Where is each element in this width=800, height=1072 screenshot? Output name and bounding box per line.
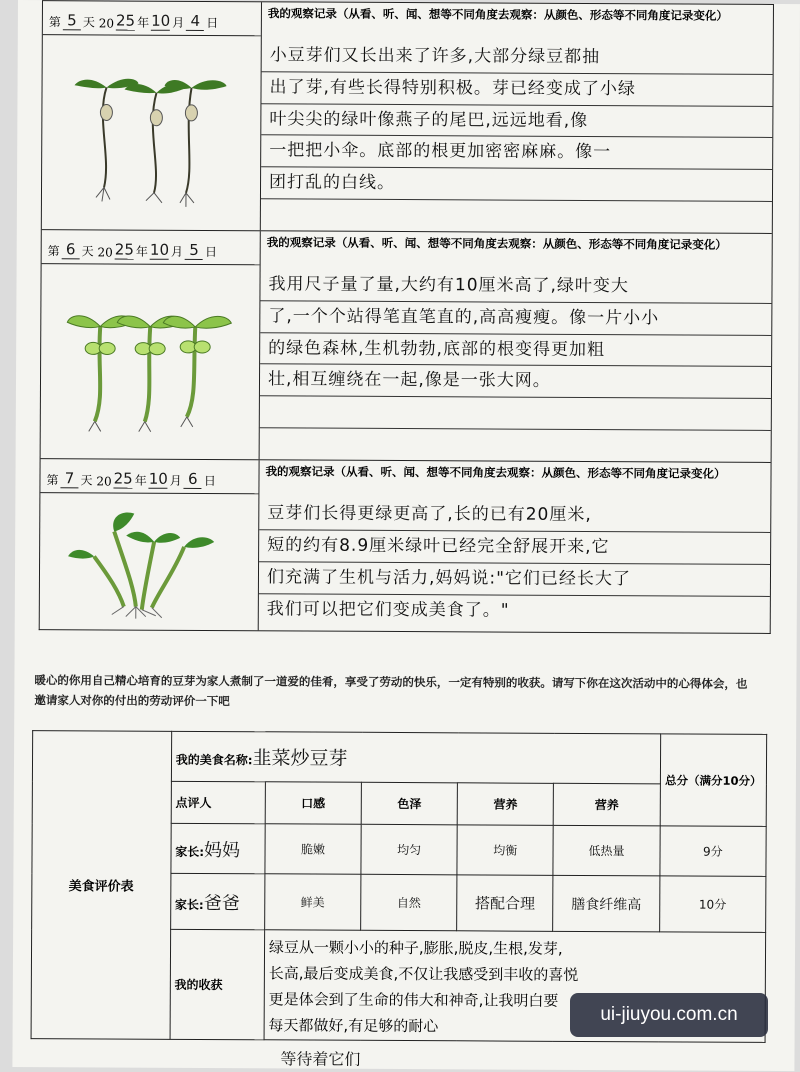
handwritten-line: 一把把小伞。底部的根更加密密麻麻。像一 bbox=[261, 136, 772, 171]
reviewer-name: 妈妈 bbox=[203, 839, 241, 861]
handwritten-line: 叶尖尖的绿叶像燕子的尾巴,远远地看,像 bbox=[261, 104, 772, 139]
observation-table bbox=[39, 0, 774, 634]
header-nutrition-2: 营养 bbox=[554, 783, 661, 826]
color-value: 均匀 bbox=[361, 824, 457, 875]
handwritten-line: 小豆芽们又长出来了许多,大部分绿豆都抽 bbox=[262, 40, 773, 75]
score-value: 10分 bbox=[659, 876, 766, 933]
handwritten-line bbox=[261, 199, 772, 233]
observation-heading: 我的观察记录（从看、听、闻、想等不同角度去观察：从颜色、形态等不同角度记录变化） bbox=[267, 6, 728, 23]
observation-heading: 我的观察记录（从看、听、闻、想等不同角度去观察：从颜色、形态等不同角度记录变化） bbox=[265, 464, 726, 481]
color-value: 自然 bbox=[361, 874, 457, 931]
day-row-7 bbox=[40, 458, 771, 633]
reviewer-name: 爸爸 bbox=[203, 892, 240, 914]
day-row-6 bbox=[41, 229, 772, 462]
header-color: 色泽 bbox=[361, 782, 457, 825]
taste-value: 脆嫩 bbox=[265, 824, 361, 875]
day-row-5 bbox=[42, 0, 773, 233]
handwritten-line: 壮,相互缠绕在一起,像是一张大网。 bbox=[260, 365, 771, 400]
sprout-drawing-day6 bbox=[41, 264, 260, 459]
handwritten-line bbox=[260, 397, 771, 432]
observation-heading: 我的观察记录（从看、听、闻、想等不同角度去观察：从颜色、形态等不同角度记录变化） bbox=[266, 235, 727, 252]
harvest-text: 绿豆从一颗小小的种子,膨胀,脱皮,生根,发芽, 长高,最后变成美食,不仅让我感受到丰收的喜悦 更是体会到了生命的伟大和神奇,让我明白要 每天都做好,有足够的耐心 bbox=[264, 930, 766, 1043]
handwritten-line: 出了芽,有些长得特别积极。芽已经变成了小绿 bbox=[261, 72, 772, 107]
handwritten-line bbox=[260, 428, 771, 462]
day-header: 第 6 天 20 25 年 10 月 5 日 bbox=[42, 230, 260, 265]
harvest-label: 我的收获 bbox=[170, 929, 265, 1039]
handwritten-line: 们充满了生机与活力,妈妈说:"它们已经长大了 bbox=[259, 562, 770, 597]
handwritten-line: 短的约有8.9厘米绿叶已经完全舒展开来,它 bbox=[259, 530, 770, 565]
header-nutrition: 营养 bbox=[457, 783, 553, 826]
handwritten-line: 我们可以把它们变成美食了。" bbox=[266, 599, 510, 621]
total-score-label: 总分（满分10分） bbox=[660, 734, 767, 827]
watermark-badge: ui-jiuyou.com.cn bbox=[570, 993, 768, 1037]
reflection-prompt: 暖心的你用自己精心培育的豆芽为家人煮制了一道爱的佳肴，享受了劳动的快乐，一定有特别的收获。请写下你在这次活动中的心得体会，也邀请家人对你的付出的劳动评价一下吧 bbox=[34, 673, 748, 709]
nutrition-value-2: 膳食纤维高 bbox=[553, 875, 660, 932]
handwritten-line: 的绿色森林,生机勃勃,底部的根变得更加粗 bbox=[260, 333, 771, 368]
dish-name: 韭菜炒豆芽 bbox=[252, 747, 348, 770]
header-reviewer: 点评人 bbox=[171, 781, 265, 823]
dish-cell: 我的美食名称:韭菜炒豆芽 bbox=[171, 731, 660, 784]
day-header: 第 5 天 20 25 年 10 月 4 日 bbox=[43, 1, 261, 36]
day-number: 5 bbox=[63, 11, 81, 30]
sprout-drawing-day5 bbox=[42, 35, 261, 230]
nutrition-value: 搭配合理 bbox=[457, 875, 553, 932]
handwritten-line: 团打乱的白线。 bbox=[261, 168, 772, 203]
worksheet-page bbox=[12, 0, 800, 1071]
day-number: 6 bbox=[62, 240, 80, 259]
sprout-drawing-day7 bbox=[40, 493, 259, 630]
handwritten-line: 豆芽们长得更绿更高了,长的已有20厘米, bbox=[259, 498, 770, 533]
score-value: 9分 bbox=[660, 826, 767, 877]
header-taste: 口感 bbox=[265, 782, 361, 825]
cutoff-handwriting: 等待着它们 bbox=[280, 1049, 361, 1069]
nutrition-value-2: 低热量 bbox=[553, 825, 660, 876]
nutrition-value: 均衡 bbox=[457, 825, 553, 876]
eval-row-dad: 家长:爸爸 鲜美 自然 搭配合理 膳食纤维高 10分 bbox=[32, 873, 766, 933]
eval-side-label: 美食评价表 bbox=[31, 731, 171, 1040]
eval-row-mom: 家长:妈妈 脆嫩 均匀 均衡 低热量 9分 bbox=[32, 823, 766, 877]
handwritten-line: 了,一个个站得笔直笔直的,高高瘦瘦。像一片小小 bbox=[260, 301, 771, 336]
day-number: 7 bbox=[60, 469, 78, 488]
taste-value: 鲜美 bbox=[264, 874, 360, 931]
day-header: 第 7 天 20 25 年 10 月 6 日 bbox=[40, 459, 258, 494]
handwritten-line: 我用尺子量了量,大约有10厘米高了,绿叶变大 bbox=[260, 269, 771, 304]
